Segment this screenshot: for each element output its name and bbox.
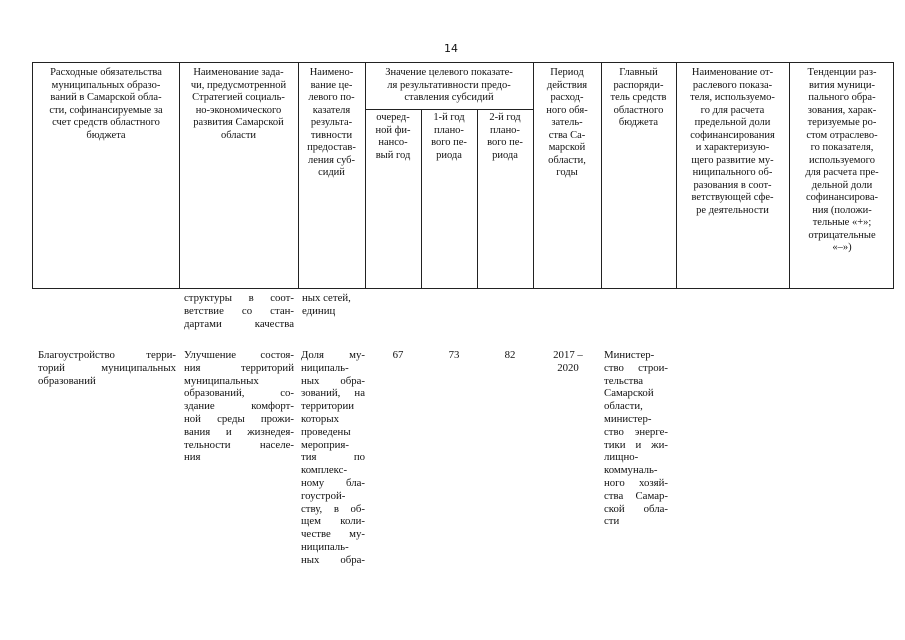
header-sector-indicator: Наименование от- раслевого показа- теля, используемо- го для расчета предельной доли софинансирования и характеризую- щего развитие му- ниципального об- разования в соот- ветствующей сфе- ре деятельности (690, 67, 775, 216)
group-divider (365, 109, 533, 110)
row-value-second-planning-year: 82 (504, 349, 516, 361)
row-task-name: Улучшение состоя- ния территорий муниципальных образований, со- здание комфорт- ной среды прожи- вания и жизнедея- тельности населе- ния (184, 349, 294, 464)
page-number: 14 (444, 42, 458, 55)
row-period: 2017 – 2020 (553, 349, 583, 374)
header-chief-administrator: Главный распоряди- тель средств областного бюджета (610, 67, 667, 128)
row-chief-administrator: Министер- ство строи- тельства Самарской области, министер- ство энерге- тики и жи- лищно- коммуналь- ного хозяй- ства Самар- ской обла- сти (604, 349, 668, 528)
header-period: Период действия расход- ного обя- затель- ства Са- марской области, годы (546, 67, 588, 178)
header-first-planning-year: 1-й год плано- вого пе- риода (431, 112, 467, 161)
table-header (32, 62, 894, 289)
row-indicator-name: Доля му- ниципаль- ных обра- зований, на территории которых проведены мероприя- тия по комплекс- ному бла- гоустрой- ству, в об- щем коли- честве му- ниципаль- ных обра- (301, 349, 365, 566)
header-task-name: Наименование зада- чи, предусмотренной Стратегией социаль- но-экономического развития Самарской области (190, 67, 287, 141)
header-development-trends: Тенденции раз- вития муници- пального обра- зования, харак- теризуемые ро- стом отраслево- го показателя, используемого для расчета пре- дельной доли софинансирова- ния (положи- тельные «+»; отрицательные «–») (805, 67, 879, 253)
header-second-planning-year: 2-й год плано- вого пе- риода (487, 112, 523, 161)
row-value-current-year: 67 (392, 349, 404, 361)
row-expenditure-obligation: Благоустройство терри- торий муниципальных образований (38, 349, 176, 387)
header-expenditure-obligations: Расходные обязательства муниципальных образо- ваний в Самарской обла- сти, софинансируемые за счет средств областного бюджета (49, 67, 163, 141)
header-indicator-values: Значение целевого показате- ля результативности предо- ставления субсидий (385, 67, 513, 103)
continuation-indicator-text: ных сетей, единиц (302, 292, 351, 317)
continuation-task-text: структуры в соот- ветствие со стан- дартами качества (184, 292, 294, 330)
header-indicator-name: Наимено- вание це- левого по- казателя результа- тивности предостав- ления суб- сидий (307, 67, 356, 178)
row-value-first-planning-year: 73 (448, 349, 460, 361)
header-current-year: очеред- ной фи- нансо- вый год (375, 112, 411, 161)
